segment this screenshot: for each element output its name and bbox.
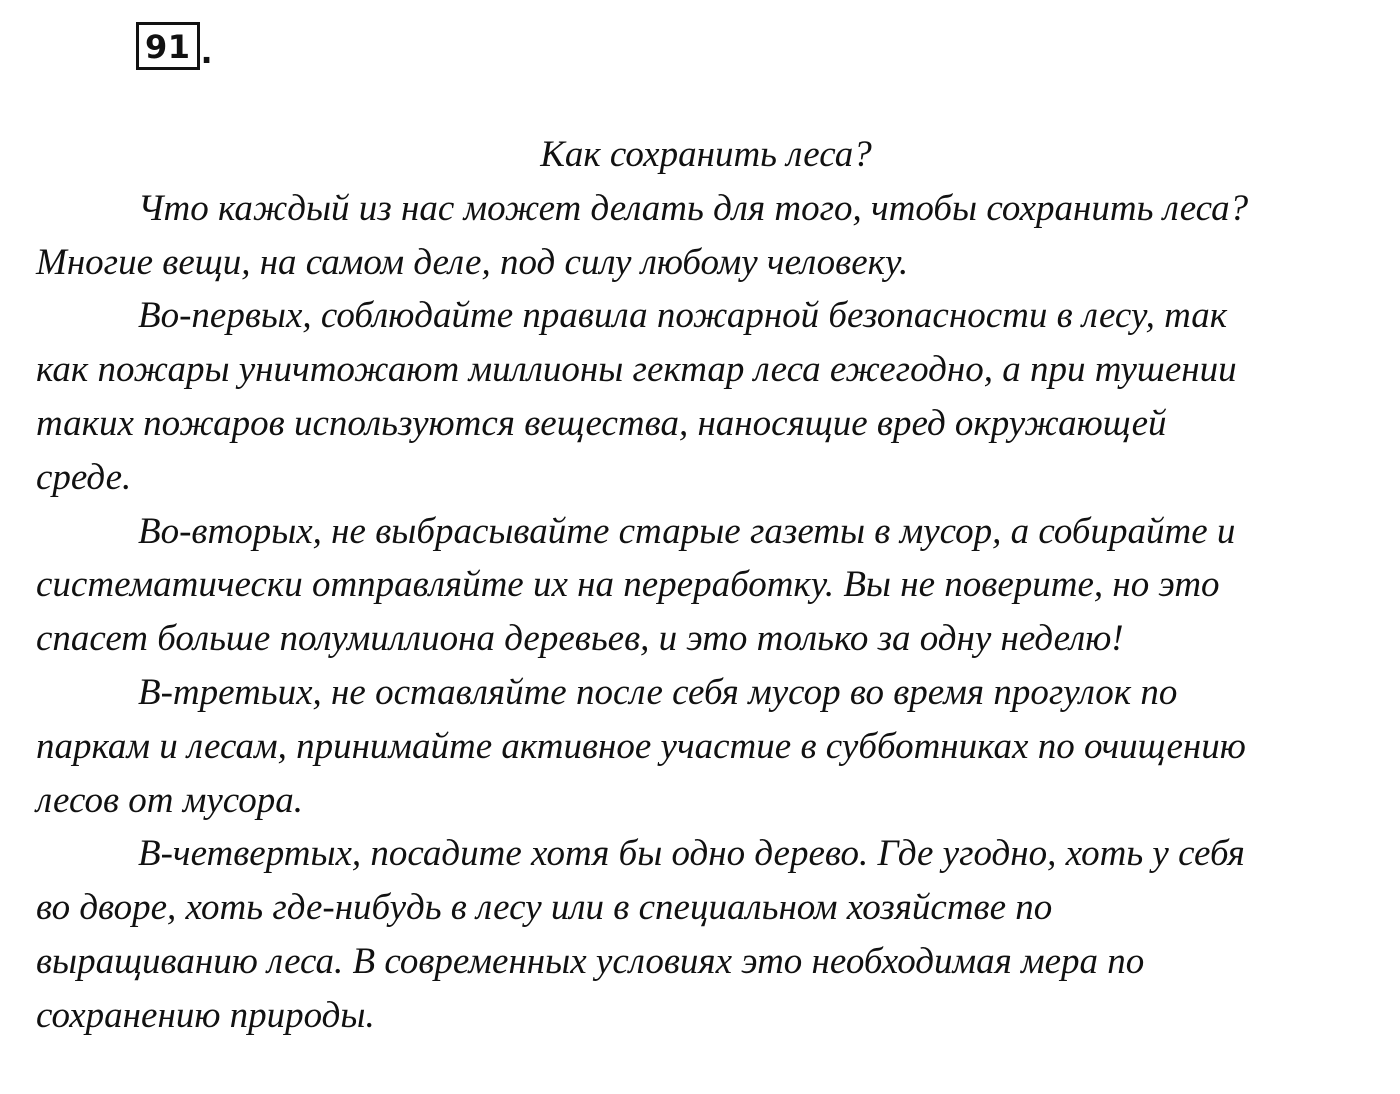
text-line: во дворе, хоть где-нибудь в лесу или в специальном хозяйстве по xyxy=(36,887,1053,929)
text-line: В-третьих, не оставляйте после себя мусор во время прогулок по xyxy=(138,671,1178,713)
exercise-number: 91 xyxy=(136,22,200,70)
text-line: среде. xyxy=(36,456,132,498)
text-line: В-четвертых, посадите хотя бы одно дерево. Где угодно, хоть у себя xyxy=(138,833,1245,875)
paragraph-5 xyxy=(36,827,1366,1042)
text-title: Как сохранить леса? xyxy=(540,134,872,175)
text-line: спасет больше полумиллиона деревьев, и это только за одну неделю! xyxy=(36,618,1124,660)
paragraph-3 xyxy=(36,505,1366,666)
text-line: таких пожаров используются вещества, наносящие вред окружающей xyxy=(36,402,1167,444)
exercise-number-dot: . xyxy=(200,33,213,71)
text-line: систематически отправляйте их на переработку. Вы не поверите, но это xyxy=(36,564,1220,606)
text-line: сохранению природы. xyxy=(36,994,375,1036)
paragraph-1 xyxy=(36,182,1366,290)
text-line: Во-первых, соблюдайте правила пожарной безопасности в лесу, так xyxy=(138,295,1228,337)
text-line: паркам и лесам, принимайте активное участие в субботниках по очищению xyxy=(36,725,1246,767)
exercise-badge xyxy=(136,22,213,70)
exercise-text xyxy=(36,128,1366,1043)
text-line: как пожары уничтожают миллионы гектар леса ежегодно, а при тушении xyxy=(36,349,1237,391)
text-line: Во-вторых, не выбрасывайте старые газеты в мусор, а собирайте и xyxy=(138,510,1236,552)
text-line: выращиванию леса. В современных условиях это необходимая мера по xyxy=(36,940,1145,982)
text-line: Многие вещи, на самом деле, под силу любому человеку. xyxy=(36,241,909,283)
paragraph-4 xyxy=(36,666,1366,827)
text-line: Что каждый из нас может делать для того, чтобы сохранить леса? xyxy=(138,187,1249,229)
text-line: лесов от мусора. xyxy=(36,779,304,821)
paragraph-2 xyxy=(36,289,1366,504)
